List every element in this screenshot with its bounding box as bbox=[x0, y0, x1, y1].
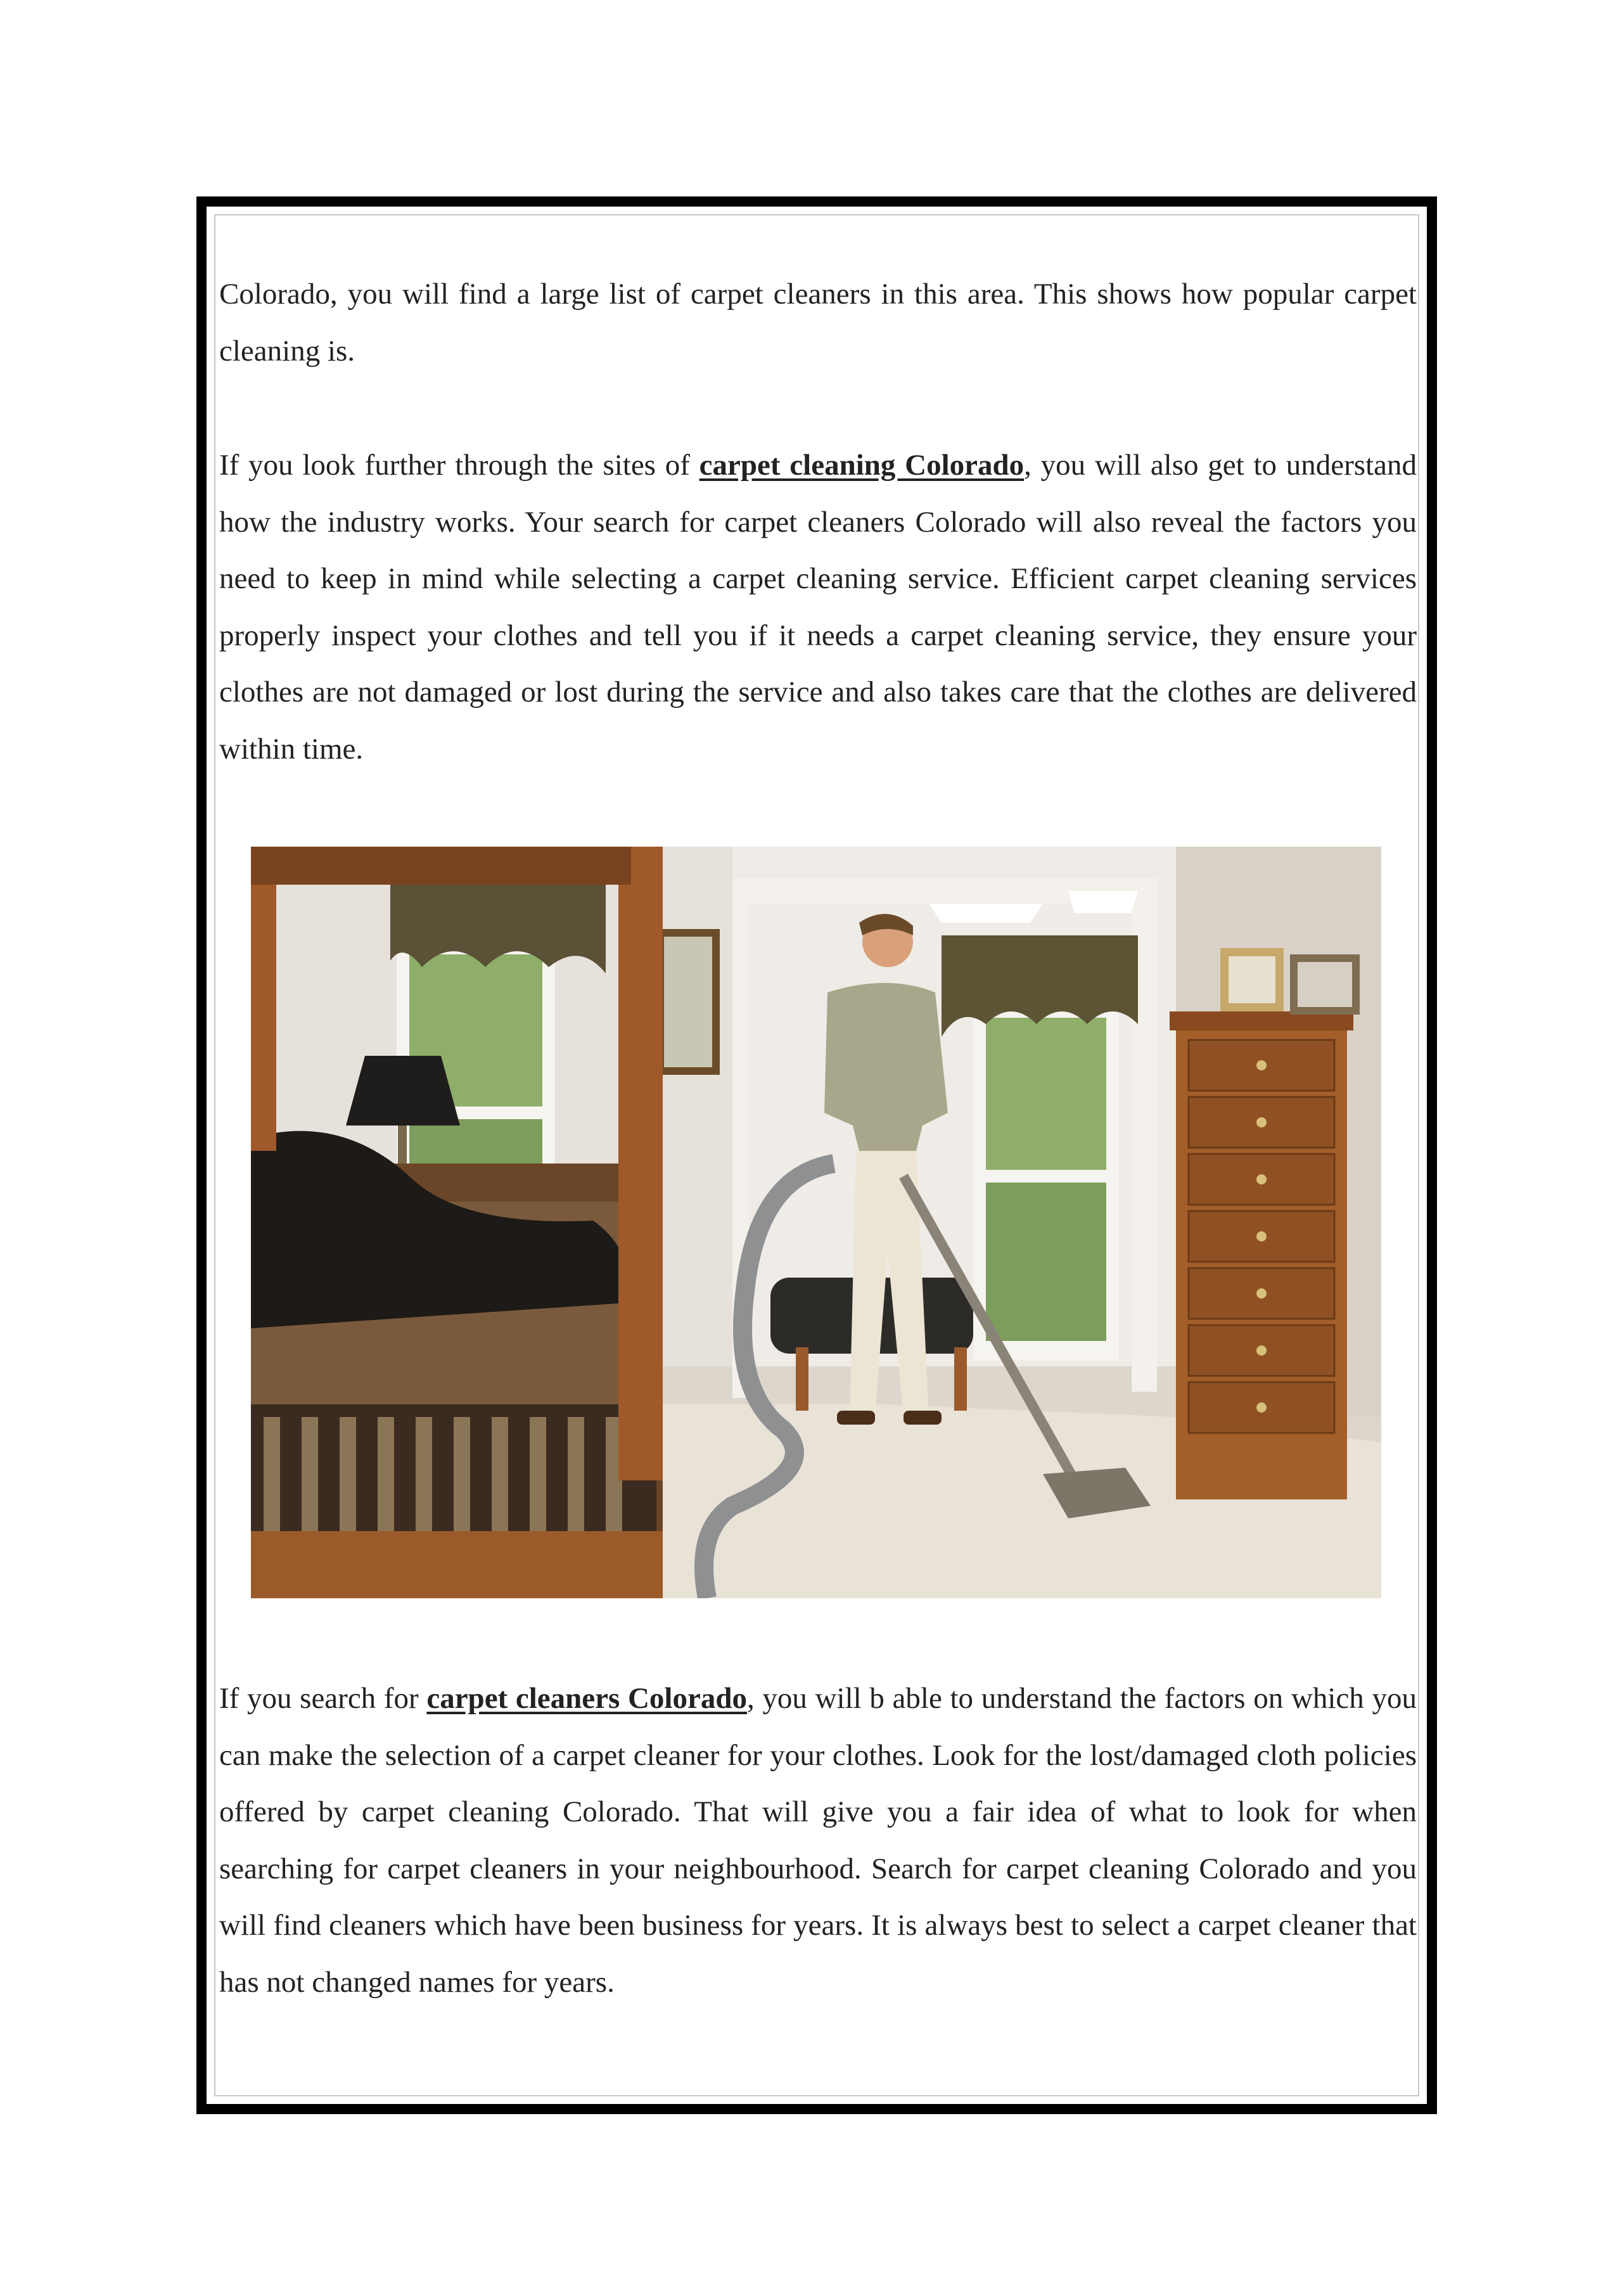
paragraph-intro bbox=[219, 266, 1417, 380]
paragraph-selection-before: If you search for bbox=[219, 1682, 427, 1715]
carpet-cleaners-colorado-link[interactable]: carpet cleaners Colorado bbox=[426, 1682, 747, 1715]
paragraph-industry-after: , you will also get to understand how the industry works. Your search for carpet cleaners Colorado will also reveal the factors you need to keep in mind while selecting a carpet cleaning service. Efficient carpet cleaning services properly inspect your clothes and tell you if it needs a carpet cleaning service, they ensure your clothes are not damaged or lost during the service and also takes care that the clothes are delivered within time. bbox=[219, 449, 1417, 766]
carpet-cleaning-colorado-link[interactable]: carpet cleaning Colorado bbox=[699, 449, 1025, 482]
paragraph-industry bbox=[219, 437, 1417, 778]
paragraph-industry-before: If you look further through the sites of bbox=[219, 449, 699, 482]
carpet-cleaning-photo bbox=[251, 847, 1381, 1598]
paragraph-selection-after: , you will b able to understand the factors on which you can make the selection of a carpet cleaner for your clothes. Look for the lost/damaged cloth policies offered by carpet cleaning Colorado. That will give you a fair idea of what to look for when searching for carpet cleaners in your neighbourhood. Search for carpet cleaning Colorado and you will find cleaners which have been business for years. It is always best to select a carpet cleaner that has not changed names for years. bbox=[219, 1682, 1417, 1999]
paragraph-selection bbox=[219, 1671, 1417, 2011]
paragraph-intro-text: Colorado, you will find a large list of carpet cleaners in this area. This shows how popular carpet cleaning is. bbox=[219, 278, 1417, 368]
